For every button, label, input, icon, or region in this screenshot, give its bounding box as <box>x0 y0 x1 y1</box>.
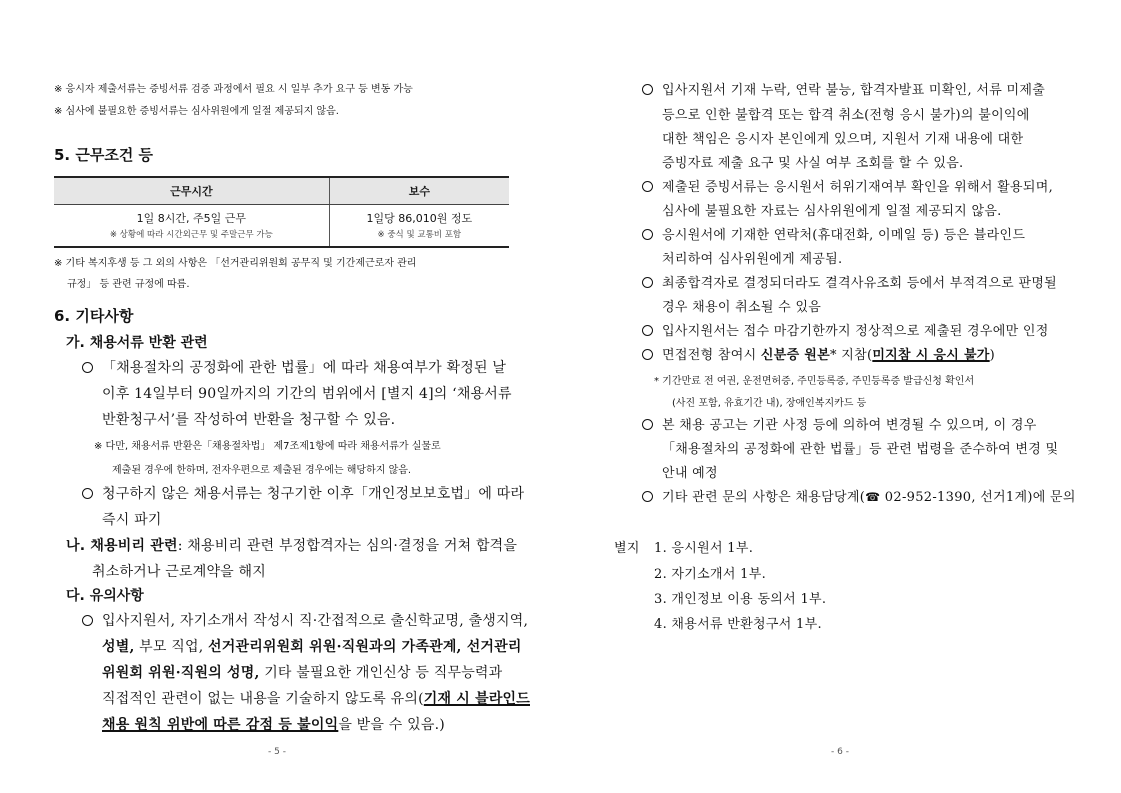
ga-item2-line-2: 즉시 파기 <box>102 512 162 528</box>
page-number: - 6 - <box>831 747 849 757</box>
ga-item1-line-3: 반환청구서’를 작성하여 반환을 청구할 수 있음. <box>102 412 396 428</box>
subsection-ga-title: 가. 채용서류 반환 관련 <box>66 335 208 351</box>
ga-item2-line-1: 청구하지 않은 채용서류는 청구기한 이후「개인정보보호법」에 따라 <box>102 486 525 502</box>
da-line-4 <box>102 688 530 708</box>
subsection-na <box>66 535 517 555</box>
pay-value: 1일당 86,010원 정도 <box>366 212 473 225</box>
bullet-circle-icon <box>642 325 653 336</box>
bullet-circle-icon <box>82 362 93 373</box>
da-line-1: 입사지원서, 자기소개서 작성시 직·간접적으로 출신학교명, 출생지역, <box>102 613 529 629</box>
section-5-title: 5. 근무조건 등 <box>54 146 154 164</box>
ga-item1-line-1: 「채용절차의 공정화에 관한 법률」에 따라 채용여부가 확정된 날 <box>102 360 507 376</box>
ga-item1-line-2: 이후 14일부터 90일까지의 기간의 범위에서 [별지 4]의 ‘채용서류 <box>102 386 512 402</box>
r-item2-line-1: 제출된 증빙서류는 응시원서 허위기재여부 확인을 위해서 활용되며, <box>662 180 1054 195</box>
na-label: 나. 채용비리 관련 <box>66 538 178 554</box>
na-line-2: 취소하거나 근로계약을 해지 <box>92 564 266 580</box>
r-item8-pre: 기타 관련 문의 사항은 채용담당계( <box>662 490 866 505</box>
bullet-circle-icon <box>642 277 653 288</box>
bullet-circle-icon <box>642 229 653 240</box>
da-text-caution: 직접적인 관련이 없는 내용을 기술하지 않도록 유의( <box>102 691 424 707</box>
da-line-5 <box>102 714 445 734</box>
r-item1-line-2: 등으로 인한 불합격 또는 합격 취소(전형 응시 불가)의 불이익에 <box>662 108 1030 123</box>
da-bold-family: 선거관리위원회 위원·직원과의 가족관계, 선거관리 <box>208 639 522 655</box>
r-item6-note-line-1: * 기간만료 전 여권, 운전면허증, 주민등록증, 주민등록증 발급신청 확인서 <box>654 376 975 387</box>
note-docs-change: ※ 응시자 제출서류는 증빙서류 검증 과정에서 필요 시 일부 추가 요구 등 변동 가능 <box>54 84 413 95</box>
cell-pay <box>329 205 509 248</box>
r-item8-post: 02-952-1390, 선거1계)에 문의 <box>880 490 1076 505</box>
section-6-title: 6. 기타사항 <box>54 307 134 325</box>
ga-note-line-1: ※ 다만, 채용서류 반환은「채용절차법」 제7조제1항에 따라 채용서류가 실물로 <box>94 441 441 452</box>
page-6 <box>560 0 1121 793</box>
attachment-item-1: 1. 응시원서 1부. <box>654 541 754 556</box>
attachment-item-4: 4. 채용서류 반환청구서 1부. <box>654 617 822 632</box>
work-conditions-table <box>54 176 509 248</box>
attachment-item-3: 3. 개인정보 이용 동의서 1부. <box>654 592 827 607</box>
work-hours-note: ※ 상황에 따라 시간외근무 및 주말근무 가능 <box>109 230 273 240</box>
bullet-circle-icon <box>642 349 653 360</box>
da-line-2 <box>102 636 522 656</box>
r-item7-line-3: 안내 예정 <box>662 466 718 481</box>
attachment-label: 별지 <box>614 541 640 556</box>
bullet-circle-icon <box>82 488 93 499</box>
table-row <box>54 205 509 248</box>
da-bold-penalty: 채용 원칙 위반에 따른 감점 등 불이익 <box>102 717 339 733</box>
table-header-row <box>54 177 509 205</box>
pay-note: ※ 중식 및 교통비 포함 <box>377 230 462 240</box>
r-item6-mid: * 지참( <box>830 348 873 363</box>
note-docs-not-provided: ※ 심사에 불필요한 증빙서류는 심사위원에게 일절 제공되지 않음. <box>54 106 339 117</box>
na-text: : 채용비리 관련 부정합격자는 심의·결정을 거쳐 합격을 <box>177 538 518 554</box>
header-pay: 보수 <box>329 177 509 205</box>
r-item7-line-1: 본 채용 공고는 기관 사정 등에 의하여 변경될 수 있으며, 이 경우 <box>662 418 1037 433</box>
r-item1-line-4: 증빙자료 제출 요구 및 사실 여부 조회를 할 수 있음. <box>662 156 964 171</box>
r-item6-pre: 면접전형 참여시 <box>662 348 761 363</box>
work-hours-value: 1일 8시간, 주5일 근무 <box>136 212 247 225</box>
r-item2-line-2: 심사에 불필요한 자료는 심사위원에게 일절 제공되지 않음. <box>662 204 1002 219</box>
da-bold-gender: 성별, <box>102 639 135 655</box>
r-item6-line <box>662 344 995 363</box>
da-text-end: 을 받을 수 있음.) <box>338 717 445 733</box>
r-item1-line-3: 대한 책임은 응시자 본인에게 있으며, 지원서 기재 내용에 대한 <box>662 132 1024 147</box>
r-item4-line-2: 경우 채용이 취소될 수 있음 <box>662 300 822 315</box>
bullet-circle-icon <box>642 419 653 430</box>
da-line-3 <box>102 662 502 682</box>
r-item6-note-line-2: (사진 포함, 유효기간 내), 장애인복지카드 등 <box>672 398 867 409</box>
r-item6-warning: 미지참 시 응시 불가 <box>872 348 990 363</box>
page-number: - 5 - <box>268 747 286 757</box>
welfare-note-line-2: 규정」 등 관련 규정에 따름. <box>67 279 190 290</box>
bullet-circle-icon <box>642 181 653 192</box>
phone-icon: ☎ <box>865 490 881 504</box>
attachment-item-2: 2. 자기소개서 1부. <box>654 567 767 582</box>
header-work-hours: 근무시간 <box>54 177 329 205</box>
r-item3-line-2: 처리하여 심사위원에게 제공됨. <box>662 252 843 267</box>
r-item1-line-1: 입사지원서 기재 누락, 연락 불능, 합격자발표 미확인, 서류 미제출 <box>662 83 1046 98</box>
welfare-note-line-1: ※ 기타 복지후생 등 그 외의 사항은 「선거관리위원회 공무직 및 기간제근로자 관리 <box>54 258 417 269</box>
r-item6-id-original: 신분증 원본 <box>760 348 830 363</box>
cell-work-hours <box>54 205 329 248</box>
r-item5-line: 입사지원서는 접수 마감기한까지 정상적으로 제출된 경우에만 인정 <box>662 324 1049 339</box>
bullet-circle-icon <box>642 84 653 95</box>
r-item3-line-1: 응시원서에 기재한 연락처(휴대전화, 이메일 등) 등은 블라인드 <box>662 228 1026 243</box>
da-text-other: 기타 불필요한 개인신상 등 직무능력과 <box>259 665 503 681</box>
bullet-circle-icon <box>82 615 93 626</box>
subsection-da-title: 다. 유의사항 <box>66 588 144 604</box>
ga-note-line-2: 제출된 경우에 한하며, 전자우편으로 제출된 경우에는 해당하지 않음. <box>112 465 412 476</box>
da-bold-blind: 기재 시 블라인드 <box>423 691 530 707</box>
r-item8-line <box>662 486 1076 505</box>
da-bold-names: 위원회 위원·직원의 성명, <box>102 665 260 681</box>
da-text-parents: 부모 직업, <box>134 639 209 655</box>
page-5 <box>0 0 560 793</box>
r-item6-end: ) <box>989 348 996 363</box>
bullet-circle-icon <box>642 491 653 502</box>
r-item7-line-2: 「채용절차의 공정화에 관한 법률」등 관련 법령을 준수하여 변경 및 <box>662 442 1059 457</box>
r-item4-line-1: 최종합격자로 결정되더라도 결격사유조회 등에서 부적격으로 판명될 <box>662 276 1058 291</box>
